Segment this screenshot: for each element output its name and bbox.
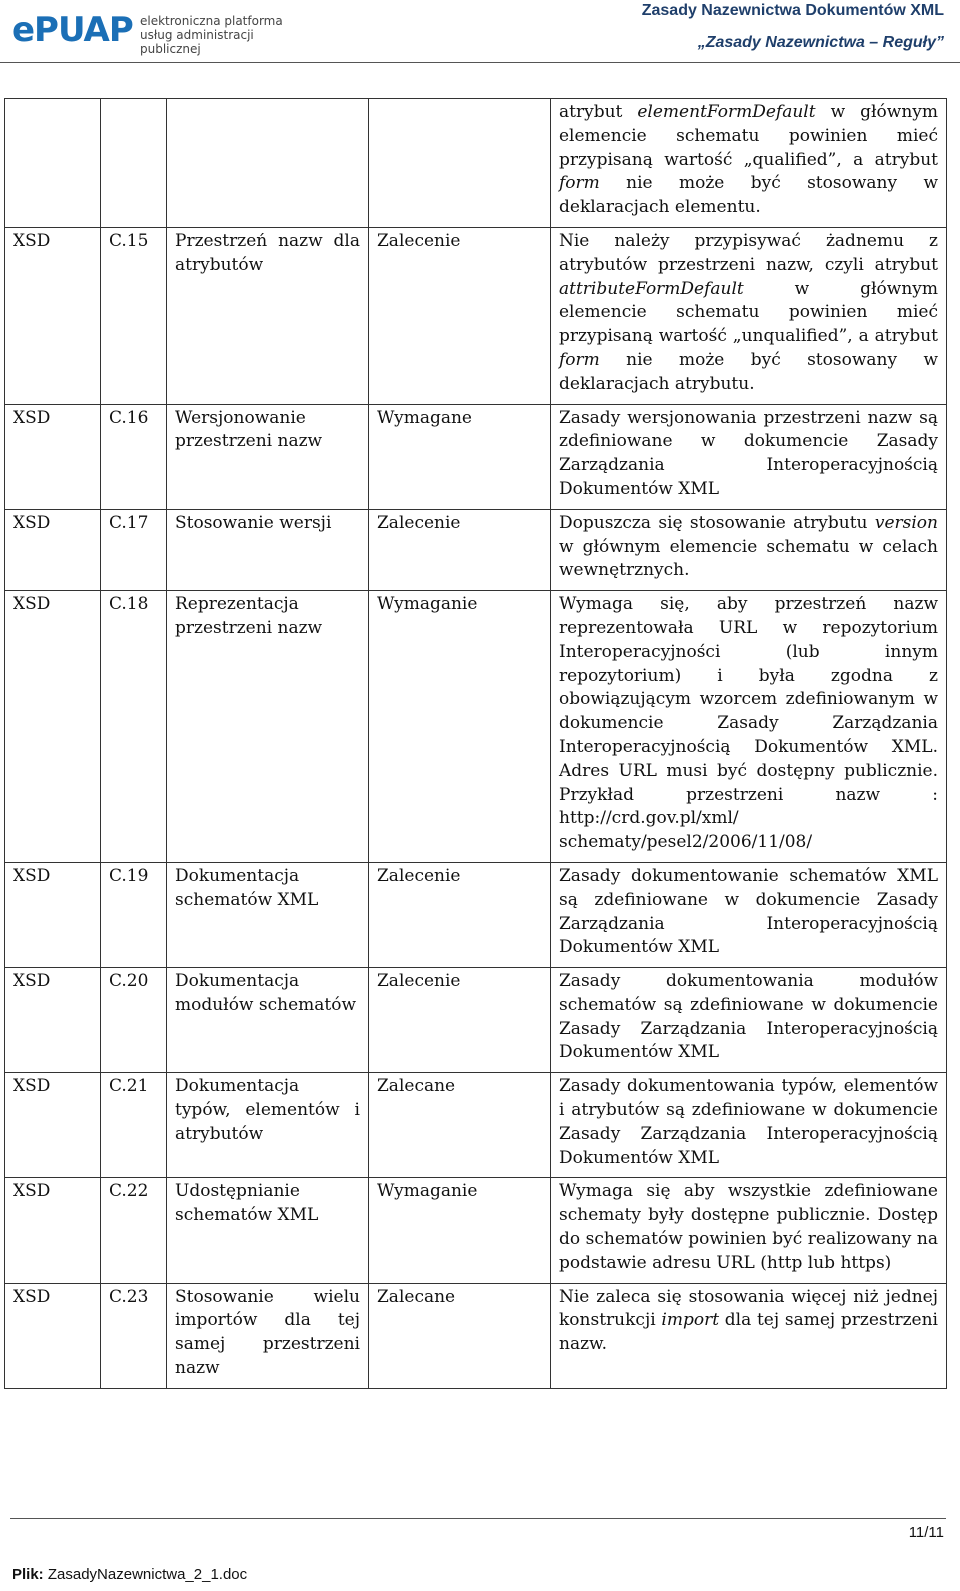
rule-description bbox=[551, 862, 947, 967]
rule-language: XSD bbox=[5, 404, 101, 509]
description-text: Zasady dokumentowania modułów schematów są zdefiniowane w dokumencie Zasady Zarządzania Interoperacyjnością Dokumentów XML bbox=[559, 971, 938, 1063]
table-row bbox=[5, 1178, 947, 1283]
description-text: nie może być stosowany w deklaracjach atrybutu. bbox=[559, 349, 938, 394]
description-text: Wymaga się aby wszystkie zdefiniowane schematy były dostępne publicznie. Dostęp do schematów powinien być realizowany na podstawie adresu URL (http lub https) bbox=[559, 1181, 938, 1273]
rule-name: Dokumentacja schematów XML bbox=[167, 862, 369, 967]
rules-table-body bbox=[5, 99, 947, 1389]
description-term: elementFormDefault bbox=[637, 102, 816, 122]
description-text: Dopuszcza się stosowanie atrybutu bbox=[559, 512, 875, 533]
rule-level: Wymaganie bbox=[369, 591, 551, 863]
rule-language: XSD bbox=[5, 509, 101, 590]
description-text: w głównym elemencie schematu w celach wewnętrznych. bbox=[559, 536, 938, 581]
rule-name: Stosowanie wersji bbox=[167, 509, 369, 590]
rule-code: C.22 bbox=[101, 1178, 167, 1283]
rule-language: XSD bbox=[5, 862, 101, 967]
rule-name bbox=[167, 99, 369, 228]
rule-description bbox=[551, 591, 947, 863]
rule-description bbox=[551, 1073, 947, 1178]
page-number: 11/11 bbox=[908, 1524, 944, 1541]
page-header bbox=[0, 0, 960, 63]
description-text: atrybut bbox=[559, 102, 638, 122]
description-term: form bbox=[559, 173, 600, 194]
rule-language: XSD bbox=[5, 1283, 101, 1388]
table-row bbox=[5, 509, 947, 590]
table-row bbox=[5, 1283, 947, 1388]
rule-level: Zalecane bbox=[369, 1283, 551, 1388]
rule-level: Zalecenie bbox=[369, 968, 551, 1073]
rule-level: Zalecenie bbox=[369, 862, 551, 967]
rule-code: C.16 bbox=[101, 404, 167, 509]
rule-code: C.20 bbox=[101, 968, 167, 1073]
table-row bbox=[5, 227, 947, 404]
description-term: form bbox=[559, 349, 600, 370]
logo-text: ePUAP bbox=[12, 10, 133, 50]
table-row bbox=[5, 862, 947, 967]
rule-level: Zalecane bbox=[369, 1073, 551, 1178]
rule-name: Reprezentacja przestrzeni nazw bbox=[167, 591, 369, 863]
table-row bbox=[5, 404, 947, 509]
rule-description bbox=[551, 99, 947, 228]
rule-description bbox=[551, 968, 947, 1073]
description-text: Nie zaleca się stosowania więcej niż jednej konstrukcji bbox=[559, 1286, 938, 1331]
rule-language: XSD bbox=[5, 227, 101, 404]
rule-level bbox=[369, 99, 551, 228]
rule-description bbox=[551, 227, 947, 404]
rule-level: Wymaganie bbox=[369, 1178, 551, 1283]
rule-description bbox=[551, 404, 947, 509]
description-text: w głównym elemencie schematu powinien mieć przypisaną wartość „unqualified”, a atrybut bbox=[559, 278, 938, 347]
rule-description bbox=[551, 1178, 947, 1283]
file-label: Plik: bbox=[12, 1566, 44, 1583]
rule-name: Dokumentacja typów, elementów i atrybutów bbox=[167, 1073, 369, 1178]
rule-language: XSD bbox=[5, 1178, 101, 1283]
description-text: Wymaga się, aby przestrzeń nazw reprezentowała URL w repozytorium Interoperacyjności (lub innym repozytorium) i była zgodna z obowiązującym wzorcem zdefiniowanym w dokumencie Zasady Zarządzania Interoperacyjnością Dokumentów XML. Adres URL musi być dostępny publicznie. Przykład przestrzeni nazw : http://crd.gov.pl/xml/ schematy/pesel2/2006/11/08/ bbox=[559, 594, 938, 853]
rule-language: XSD bbox=[5, 968, 101, 1073]
logo-subtitle-line-1: elektroniczna platforma bbox=[140, 14, 283, 28]
rule-name: Stosowanie wielu importów dla tej samej przestrzeni nazw bbox=[167, 1283, 369, 1388]
rule-name: Dokumentacja modułów schematów bbox=[167, 968, 369, 1073]
description-text: Zasady wersjonowania przestrzeni nazw są zdefiniowane w dokumencie Zasady Zarządzania Interoperacyjnością Dokumentów XML bbox=[559, 407, 938, 499]
rule-language: XSD bbox=[5, 1073, 101, 1178]
description-text: w głównym elemencie schematu powinien mieć przypisaną wartość „qualified”, a atrybut bbox=[559, 102, 938, 170]
rule-code: C.23 bbox=[101, 1283, 167, 1388]
rule-description bbox=[551, 509, 947, 590]
description-text: Nie należy przypisywać żadnemu z atrybutów przestrzeni nazw, czyli atrybut bbox=[559, 230, 938, 275]
rule-language bbox=[5, 99, 101, 228]
description-term: import bbox=[661, 1310, 720, 1331]
rule-language: XSD bbox=[5, 591, 101, 863]
description-text: Zasady dokumentowanie schematów XML są zdefiniowane w dokumencie Zasady Zarządzania Interoperacyjnością Dokumentów XML bbox=[559, 865, 938, 958]
footer-divider bbox=[10, 1518, 946, 1519]
rule-level: Zalecenie bbox=[369, 509, 551, 590]
logo-wordmark bbox=[12, 10, 133, 50]
table-row bbox=[5, 1073, 947, 1178]
table-row bbox=[5, 968, 947, 1073]
rule-name: Udostępnianie schematów XML bbox=[167, 1178, 369, 1283]
file-name bbox=[12, 1566, 247, 1583]
rule-code: C.18 bbox=[101, 591, 167, 863]
description-text: dla tej samej przestrzeni nazw. bbox=[559, 1310, 938, 1355]
table-row bbox=[5, 99, 947, 228]
rule-code bbox=[101, 99, 167, 228]
description-text: Zasady dokumentowania typów, elementów i atrybutów są zdefiniowane w dokumencie Zasady Zarządzania Interoperacyjnością Dokumentów XML bbox=[559, 1076, 938, 1168]
rule-level: Zalecenie bbox=[369, 227, 551, 404]
rule-name: Przestrzeń nazw dla atrybutów bbox=[167, 227, 369, 404]
document-subtitle: „Zasady Nazewnictwa – Reguły” bbox=[697, 34, 944, 51]
file-name-value: ZasadyNazewnictwa_2_1.doc bbox=[47, 1566, 248, 1583]
epuap-logo bbox=[12, 8, 312, 56]
description-text: nie może być stosowany w deklaracjach elementu. bbox=[559, 173, 938, 218]
rule-name: Wersjonowanie przestrzeni nazw bbox=[167, 404, 369, 509]
description-term: attributeFormDefault bbox=[559, 278, 744, 299]
rules-table bbox=[4, 98, 947, 1389]
logo-subtitle-line-2: usług administracji publicznej bbox=[140, 28, 254, 56]
table-row bbox=[5, 591, 947, 863]
rule-code: C.17 bbox=[101, 509, 167, 590]
rule-level: Wymagane bbox=[369, 404, 551, 509]
rule-description bbox=[551, 1283, 947, 1388]
description-term: version bbox=[874, 512, 938, 533]
rule-code: C.21 bbox=[101, 1073, 167, 1178]
logo-subtitle bbox=[140, 14, 312, 56]
rule-code: C.19 bbox=[101, 862, 167, 967]
document-title: Zasady Nazewnictwa Dokumentów XML bbox=[641, 2, 944, 19]
rule-code: C.15 bbox=[101, 227, 167, 404]
